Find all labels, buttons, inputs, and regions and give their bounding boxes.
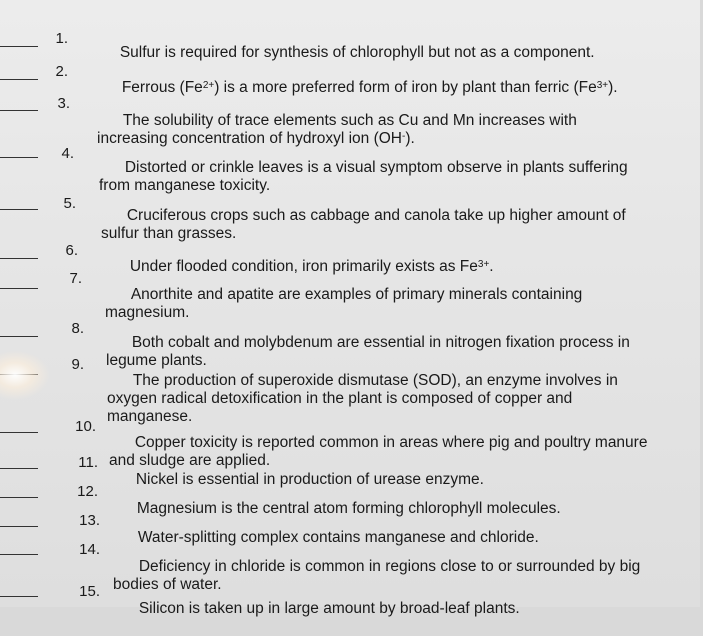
question-line: Cruciferous crops such as cabbage and canola take up higher amount of (126, 207, 626, 224)
answer-blank-2[interactable] (0, 79, 38, 80)
question-line: Distorted or crinkle leaves is a visual symptom observe in plants suffering (124, 159, 628, 176)
question-line: Ferrous (Fe (121, 79, 203, 96)
answer-blank-14[interactable] (0, 554, 38, 555)
answer-blank-10[interactable] (0, 432, 38, 433)
question-text (113, 582, 703, 636)
question-line: oxygen radical detoxification in the plant is composed of copper and (107, 390, 573, 407)
question-line: Copper toxicity is reported common in areas where pig and poultry manure (134, 434, 648, 451)
question-line: sulfur than grasses. (101, 225, 237, 242)
question-line: The solubility of trace elements such as Cu and Mn increases with (122, 112, 577, 129)
answer-blank-7[interactable] (0, 288, 38, 289)
question-number: 1. (55, 30, 68, 47)
question-line: increasing concentration of hydroxyl ion (OH (97, 130, 402, 147)
answer-blank-15[interactable] (0, 596, 38, 597)
camera-glare (0, 350, 50, 400)
question-number: 2. (55, 63, 68, 80)
answer-blank-8[interactable] (0, 336, 38, 337)
question-line: Both cobalt and molybdenum are essential in nitrogen fixation process in (131, 334, 630, 351)
question-number: 15. (79, 583, 100, 600)
question-line: . (489, 258, 494, 275)
question-number: 8. (71, 320, 84, 337)
answer-blank-12[interactable] (0, 497, 38, 498)
question-line: bodies of water. (113, 576, 222, 593)
question-line: ). (608, 79, 618, 96)
answer-blank-3[interactable] (0, 110, 38, 111)
question-line: The production of superoxide dismutase (SOD), an enzyme involves in (132, 372, 618, 389)
answer-blank-5[interactable] (0, 209, 38, 210)
answer-blank-6[interactable] (0, 258, 38, 259)
question-line: manganese. (107, 408, 193, 425)
question-line: Silicon is taken up in large amount by broad-leaf plants. (138, 600, 520, 617)
question-line: magnesium. (105, 304, 190, 321)
answer-blank-1[interactable] (0, 46, 38, 47)
question-line: Water-splitting complex contains manganese and chloride. (137, 529, 539, 546)
question-number: 11. (78, 454, 98, 471)
question-line: from manganese toxicity. (99, 177, 271, 194)
question-number: 4. (61, 145, 74, 162)
question-number: 12. (77, 483, 98, 500)
question-line: Nickel is essential in production of urease enzyme. (135, 471, 484, 488)
answer-blank-13[interactable] (0, 526, 38, 527)
question-number: 5. (63, 195, 76, 212)
question-line: Anorthite and apatite are examples of primary minerals containing (130, 286, 583, 303)
question-line: Sulfur is required for synthesis of chlorophyll but not as a component. (119, 44, 595, 61)
superscript: 3+ (477, 259, 490, 270)
question-number: 9. (71, 356, 84, 373)
answer-blank-11[interactable] (0, 468, 38, 469)
question-line: ). (405, 130, 415, 147)
question-number: 14. (79, 541, 100, 558)
superscript: - (401, 131, 406, 142)
question-number: 7. (69, 270, 82, 287)
superscript: 3+ (596, 80, 609, 91)
superscript: 2+ (202, 80, 215, 91)
question-line: and sludge are applied. (109, 452, 271, 469)
question-line: Under flooded condition, iron primarily exists as Fe (129, 258, 478, 275)
question-line: Deficiency in chloride is common in regions close to or surrounded by big (138, 558, 641, 575)
question-line: ) is a more preferred form of iron by plant than ferric (Fe (214, 79, 597, 96)
question-number: 6. (65, 242, 78, 259)
question-number: 10. (75, 418, 96, 435)
answer-blank-4[interactable] (0, 157, 38, 158)
question-line: legume plants. (106, 352, 207, 369)
question-line: Magnesium is the central atom forming chlorophyll molecules. (136, 500, 561, 517)
question-number: 13. (79, 512, 100, 529)
answer-blank-9[interactable] (0, 374, 38, 375)
question-number: 3. (57, 95, 70, 112)
